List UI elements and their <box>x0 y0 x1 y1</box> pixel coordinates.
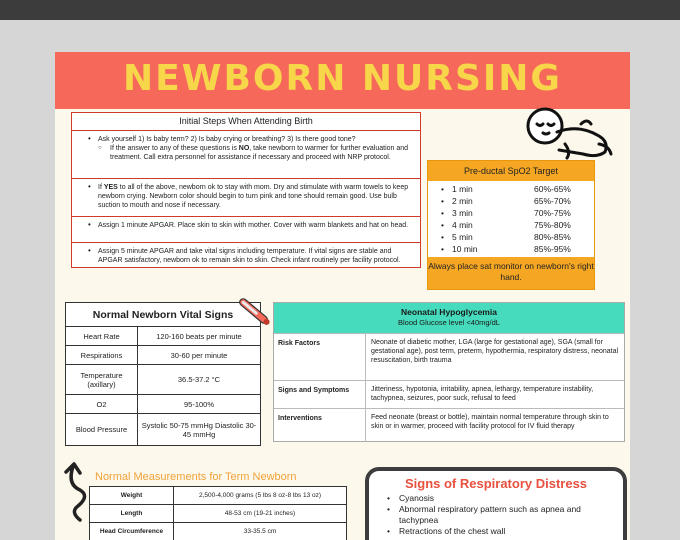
vital-label: O2 <box>66 395 138 414</box>
vitals-heading: Normal Newborn Vital Signs <box>66 303 261 327</box>
spo2-time: 4 min <box>452 220 473 230</box>
table-row <box>274 408 624 442</box>
spo2-time: 2 min <box>452 196 473 206</box>
spo2-value: 65%-70% <box>534 196 571 206</box>
vital-label: Temperature (axillary) <box>66 365 138 395</box>
hypoglycemia-subheading: Blood Glucose level <40mg/dL <box>398 318 500 327</box>
spo2-item <box>428 231 594 243</box>
hypo-value: Neonate of diabetic mother, LGA (large for gestational age), SGA (small for gestational age), post term, preterm, hypothermia, respiratory distress, neonatal resuscitation, birth trauma <box>371 339 619 364</box>
hypo-value: Jitteriness, hypotonia, irritability, apnea, lethargy, temperature instability, tachypnea, seizures, poor suck, refusal to feed <box>371 386 594 402</box>
measure-value: 33-35.5 cm <box>174 523 347 540</box>
measure-label: Head Circumference <box>90 523 174 540</box>
page-title: NEWBORN NURSING <box>123 58 562 99</box>
spo2-list <box>428 181 594 257</box>
hypo-value: Feed neonate (breast or bottle), maintain normal temperature through skin to skin or in warmer, proceed with facility protocol for IV fluid therapy <box>371 414 609 430</box>
vital-value: Systolic 50-75 mmHg Diastolic 30-45 mmHg <box>138 414 261 446</box>
spo2-value: 70%-75% <box>534 208 571 218</box>
table-row <box>66 365 261 395</box>
initial-step-3: • Assign 1 minute APGAR. Place skin to skin with mother. Cover with warm blankets and hat on head. <box>72 217 420 243</box>
hypo-label: Interventions <box>274 409 366 442</box>
vital-value: 36.5-37.2 °C <box>138 365 261 395</box>
table-row <box>66 414 261 446</box>
measure-value: 48-53 cm (19-21 inches) <box>174 505 347 523</box>
spo2-time: 1 min <box>452 184 473 194</box>
table-row <box>90 505 347 523</box>
browser-top-bar <box>0 0 680 20</box>
measure-value: 2,500-4,000 grams (5 lbs 8 oz-8 lbs 13 oz) <box>174 487 347 505</box>
title-banner <box>55 52 630 109</box>
spo2-item <box>428 243 594 255</box>
vital-value: 120-160 beats per minute <box>138 327 261 346</box>
spo2-item <box>428 219 594 231</box>
measure-label: Weight <box>90 487 174 505</box>
vital-value: 30-60 per minute <box>138 346 261 365</box>
table-row <box>274 333 624 380</box>
spo2-value: 80%-85% <box>534 232 571 242</box>
hypoglycemia-heading: Neonatal Hypoglycemia <box>401 307 497 317</box>
spo2-value: 60%-65% <box>534 184 571 194</box>
spo2-heading: Pre-ductal SpO2 Target <box>428 161 594 181</box>
spo2-time: 10 min <box>452 244 478 254</box>
initial-step-4: • Assign 5 minute APGAR and take vital signs including temperature. If vital signs are stable and APGAR satisfactory, newborn ok to remain skin to skin. Check infant routinely per facility protocol. <box>72 243 420 283</box>
spo2-time: 3 min <box>452 208 473 218</box>
respiratory-heading: Signs of Respiratory Distress <box>404 476 588 491</box>
hypo-label: Signs and Symptoms <box>274 381 366 408</box>
list-item: • Retractions of the chest wall <box>369 526 623 537</box>
table-row <box>66 346 261 365</box>
infographic-page <box>55 52 630 540</box>
sleeping-baby-icon <box>521 104 621 164</box>
table-row <box>274 380 624 408</box>
spo2-time: 5 min <box>452 232 473 242</box>
table-row <box>66 395 261 414</box>
spo2-value: 85%-95% <box>534 244 571 254</box>
measurements-table <box>89 486 347 540</box>
step1-sub-text-a: If the answer to any of these questions is <box>110 145 239 152</box>
list-item: • Cyanosis <box>369 493 623 504</box>
table-row <box>90 487 347 505</box>
list-item: • Abnormal respiratory pattern such as apnea and tachypnea <box>369 504 623 526</box>
step1-sub-no: NO <box>238 145 250 152</box>
table-row <box>90 523 347 540</box>
initial-steps-heading: Initial Steps When Attending Birth <box>72 113 420 131</box>
initial-step-1 <box>72 131 420 179</box>
respiratory-distress-box <box>365 467 627 540</box>
measurements-heading: Normal Measurements for Term Newborn <box>95 471 297 483</box>
initial-step-1-question: • Ask yourself 1) Is baby term? 2) Is baby crying or breathing? 3) Is there good tone? <box>98 136 356 143</box>
initial-steps-box <box>71 112 421 268</box>
step1-sub-text-b: , take newborn to warmer for further evaluation and treatment. Call extra personnel for assistance if necessary and proceed with NRP protocol. <box>110 145 409 161</box>
step2-yes: YES <box>103 184 118 191</box>
step2-text-b: to all of the above, newborn ok to stay with mom. Dry and stimulate with warm towels to keep newborn crying. Newborn color should begin to turn pink and tone should remain good. Use bulb suction to mouth and nose if necessary. <box>98 184 409 209</box>
vital-label: Blood Pressure <box>66 414 138 446</box>
spo2-value: 75%-80% <box>534 220 571 230</box>
vital-label: Respirations <box>66 346 138 365</box>
step2-text-a: If <box>98 184 104 191</box>
hypoglycemia-table <box>273 302 625 442</box>
measure-label: Length <box>90 505 174 523</box>
spo2-target-box <box>427 160 595 290</box>
thermometer-icon <box>232 294 276 330</box>
initial-step-1-sub <box>98 144 412 162</box>
vital-value: 95-100% <box>138 395 261 414</box>
hypo-label: Risk Factors <box>274 334 366 380</box>
initial-step-2 <box>72 179 420 217</box>
vital-label: Heart Rate <box>66 327 138 346</box>
spo2-item <box>428 195 594 207</box>
spo2-item <box>428 183 594 195</box>
spo2-item <box>428 207 594 219</box>
spo2-footer: Always place sat monitor on newborn's right hand. <box>428 257 594 289</box>
hypoglycemia-header <box>274 303 624 333</box>
